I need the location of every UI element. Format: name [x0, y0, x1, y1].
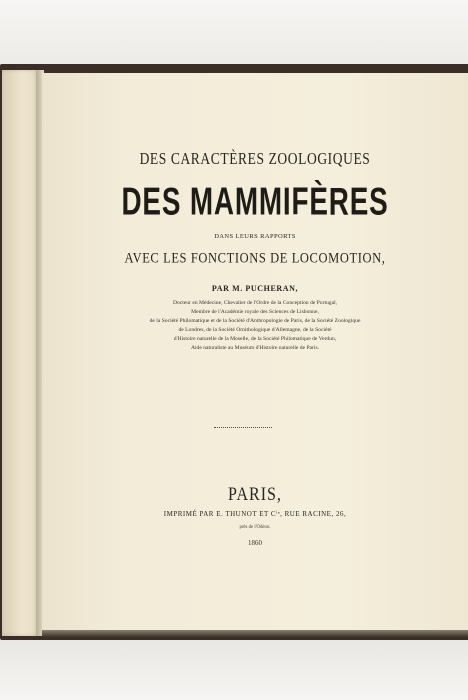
page-bottom-edge — [42, 630, 468, 637]
publication-city: PARIS, — [228, 484, 282, 505]
heading-line-1: DES CARACTÈRES ZOOLOGIQUES — [139, 149, 371, 168]
credential-line: Aide naturaliste au Muséum d'Histoire naturelle de Paris. — [190, 345, 320, 351]
credential-line: d'Histoire naturelle de la Moselle, de la Société Philomatique de Verdun, — [173, 336, 337, 342]
credential-line: Membre de l'Académie royale des Sciences de Lisbonne, — [191, 309, 319, 315]
separator-rule — [214, 427, 272, 428]
publication-year: 1860 — [248, 539, 262, 547]
main-title: DES MAMMIFÈRES — [121, 180, 389, 224]
subheading-small: DANS LEURS RAPPORTS — [214, 233, 296, 240]
printer-line: IMPRIMÉ PAR E. THUNOT ET Cⁱᵉ, RUE RACINE, 26, — [163, 510, 347, 518]
credential-line: Docteur en Médecine, Chevalier de l'Ordre de la Conception de Portugal, — [172, 300, 338, 306]
background-bottom — [0, 640, 468, 700]
subheading-line: AVEC LES FONCTIONS DE LOCOMOTION, — [124, 249, 386, 267]
author-line: PAR M. PUCHERAN, — [211, 284, 299, 293]
credential-line: de la Société Philomatique et de la Société d'Anthropologie de Paris, de la Société Zoologique — [149, 318, 361, 324]
background-top — [0, 0, 468, 70]
credential-line: de Londres, de la Société Ornithologique d'Allemagne, de la Société — [178, 327, 332, 333]
printer-note: près de l'Odéon. — [239, 525, 271, 530]
title-page — [42, 73, 468, 633]
page-edge-left — [2, 70, 38, 636]
